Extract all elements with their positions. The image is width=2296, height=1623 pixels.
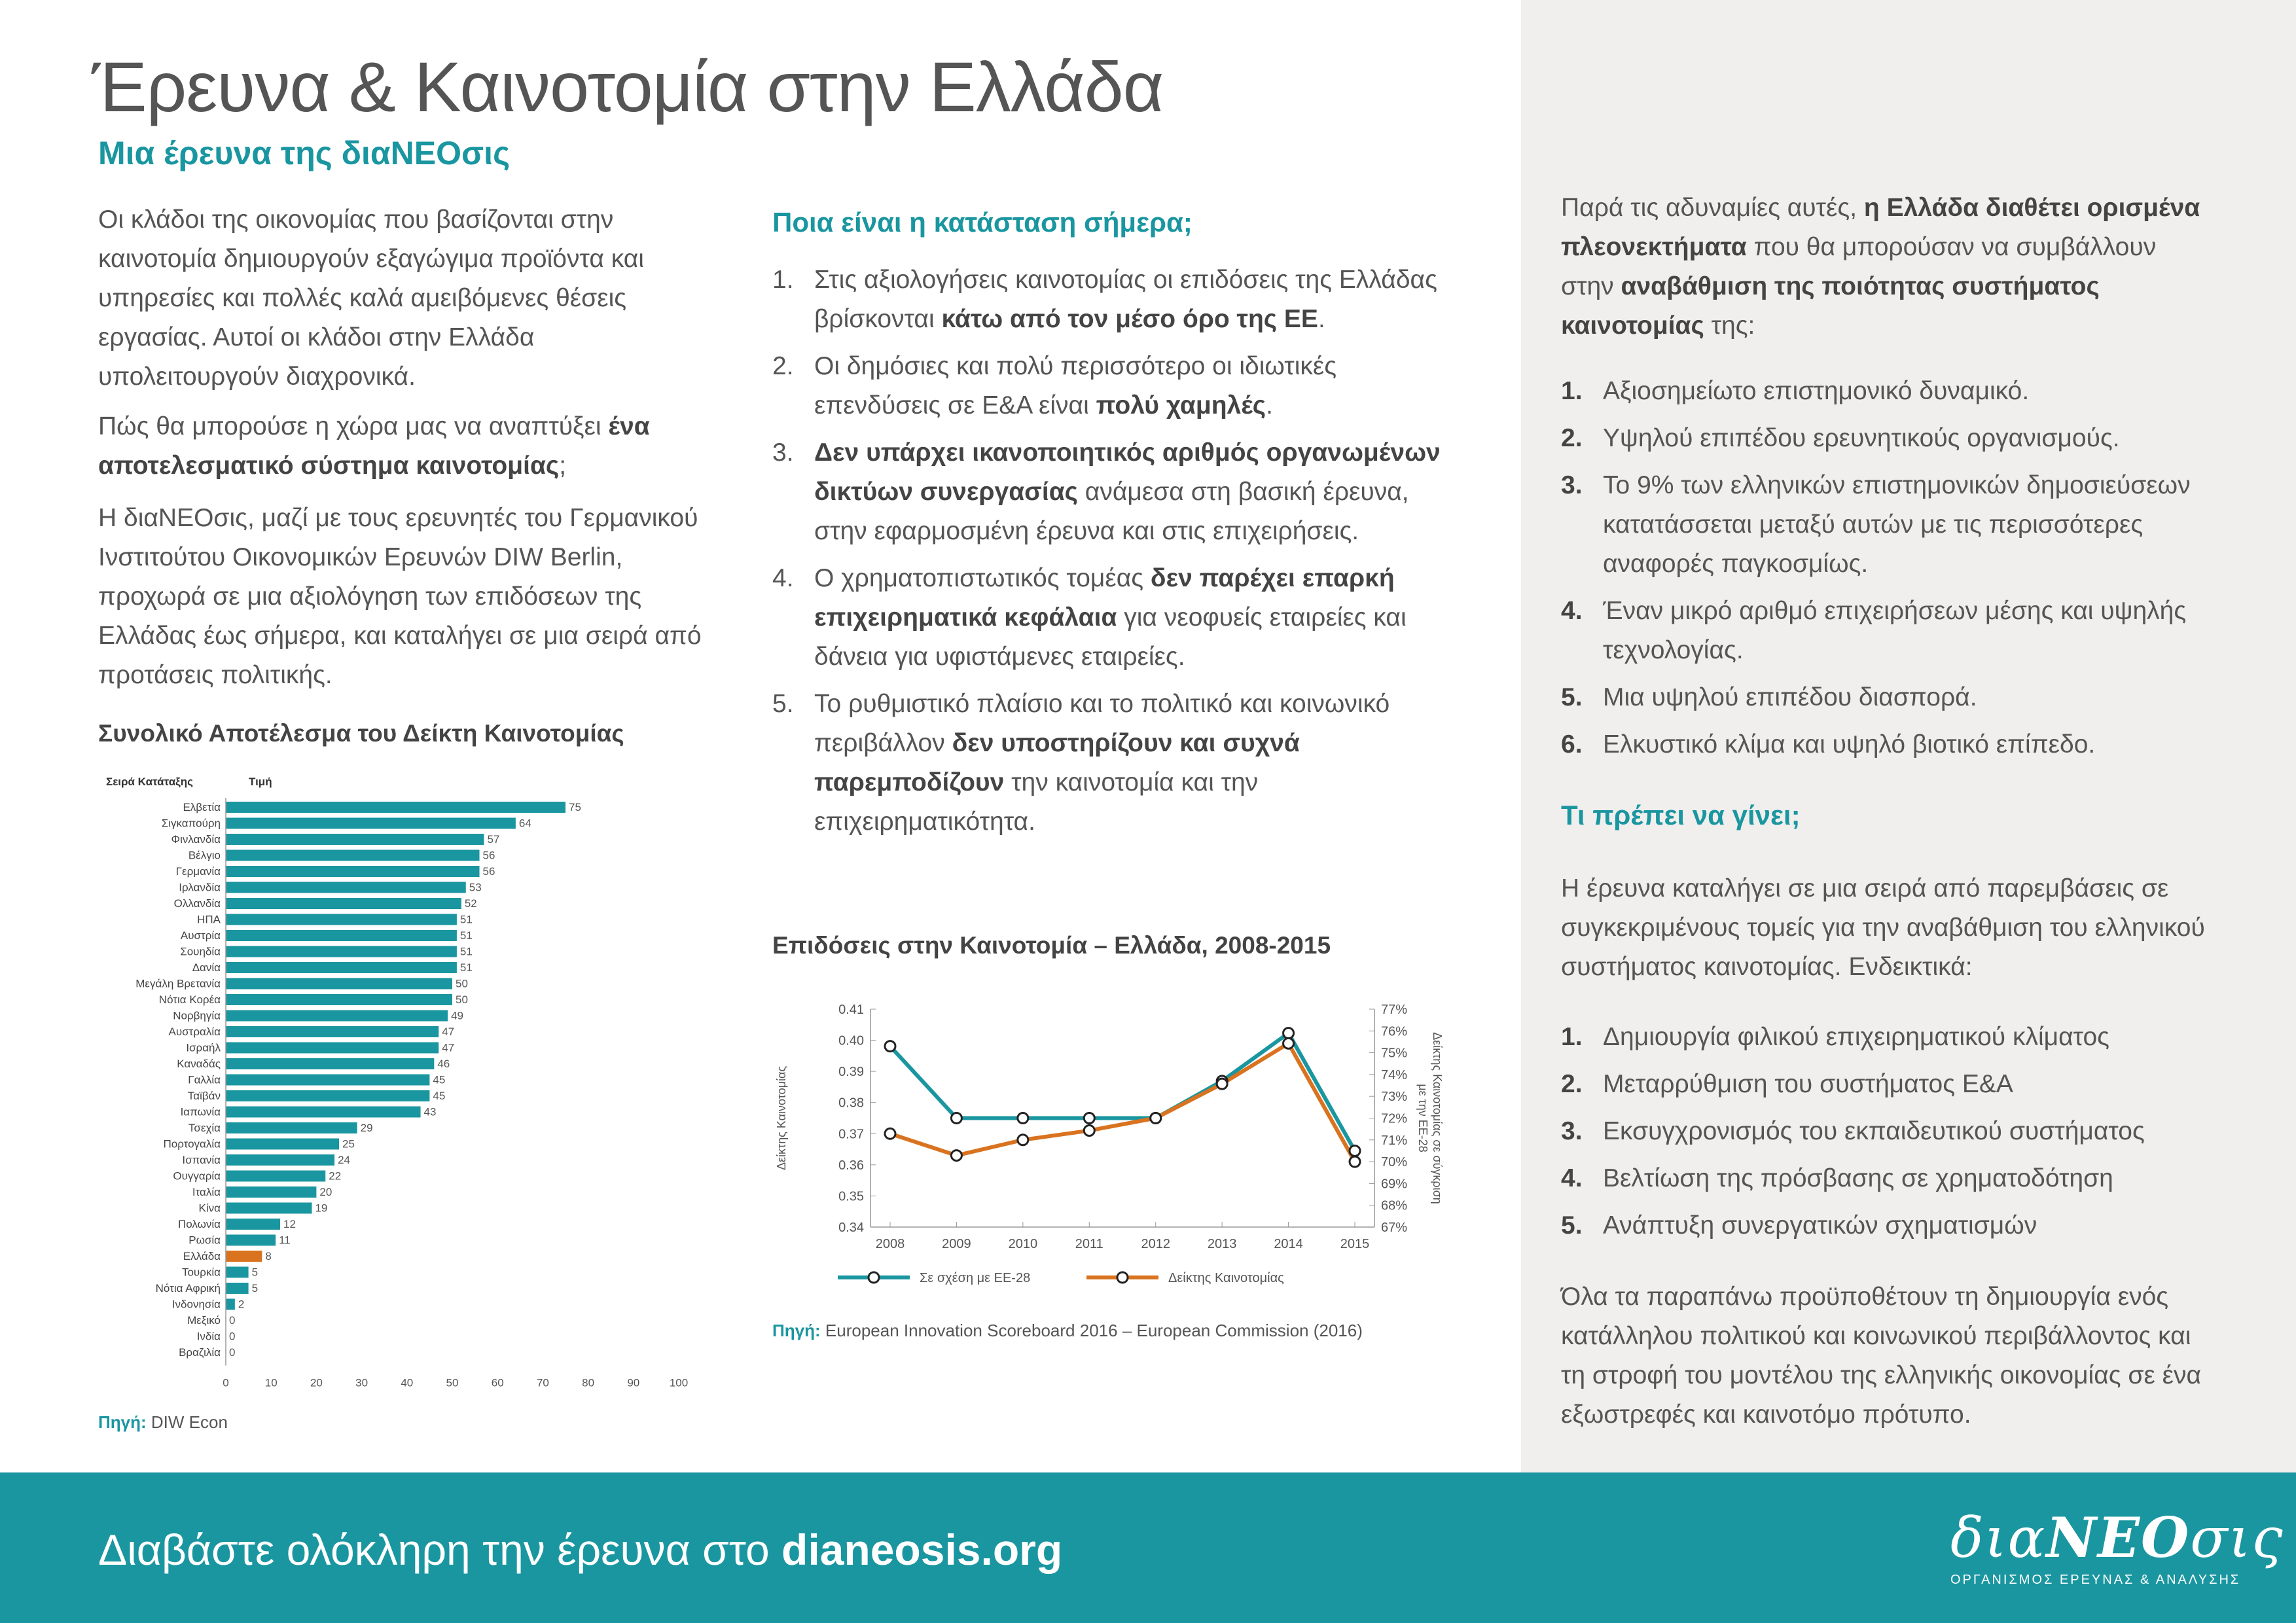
- status-section-title: Ποια είναι η κατάσταση σήμερα;: [772, 207, 1193, 238]
- intro-paragraph-3: Η διαΝΕΟσις, μαζί με τους ερευνητές του Γερμανικού Ινστιτούτου Οικονομικών Ερευνών DIW Berlin, προχωρά σε μια αξιολόγηση των επιδόσεων της Ελλάδας έως σήμερα, και καταλήγει σε μια σειρά από προτάσεις πολιτικής.: [98, 504, 702, 689]
- x-tick-label: 0: [223, 1376, 229, 1389]
- bar-value-label: 45: [433, 1073, 446, 1086]
- x-tick-label: 80: [582, 1376, 595, 1389]
- bar-category-label: Δανία: [192, 961, 221, 974]
- bar-category-label: Γαλλία: [188, 1073, 221, 1086]
- status-item-number: 5.: [772, 690, 794, 718]
- bar-category-label: Ινδονησία: [171, 1298, 221, 1311]
- x-tick-label: 30: [355, 1376, 368, 1389]
- x-tick-label: 2012: [1141, 1237, 1170, 1251]
- bar-category-label: Βραζιλία: [179, 1346, 221, 1359]
- series-point: [885, 1041, 895, 1052]
- status-item-text: για νεοφυείς εταιρείες και δάνεια για υφιστάμενες εταιρείες.: [814, 603, 1407, 671]
- strengths-list: [1561, 372, 2222, 772]
- todo-item-number: 1.: [1561, 1023, 1583, 1051]
- strength-item: [1561, 466, 2222, 584]
- legend-marker: [869, 1272, 879, 1283]
- legend-label: Σε σχέση με ΕΕ-28: [920, 1271, 1031, 1285]
- bar-value-label: 2: [238, 1298, 245, 1311]
- logo-wordmark: διαΝΕΟσις: [1950, 1505, 2284, 1570]
- series-point: [951, 1150, 961, 1161]
- bar: [226, 994, 452, 1005]
- status-item-number: 2.: [772, 352, 794, 380]
- status-item-text: Οι δημόσιες και πολύ περισσότερο οι ιδιωτικές επενδύσεις σε Ε&Α είναι: [814, 352, 1337, 419]
- right-tick-label: 72%: [1381, 1111, 1408, 1126]
- status-item: [772, 347, 1453, 425]
- todo-item-number: 4.: [1561, 1164, 1583, 1192]
- bar-category-label: Κίνα: [198, 1202, 221, 1215]
- x-tick-label: 90: [627, 1376, 640, 1389]
- status-item-number: 4.: [772, 564, 794, 592]
- bar-value-label: 19: [315, 1202, 328, 1215]
- legend-marker: [1117, 1272, 1128, 1283]
- bar: [226, 1026, 439, 1037]
- bar-category-label: Ιταλία: [192, 1186, 221, 1198]
- bar-value-label: 50: [456, 977, 468, 990]
- todo-item: [1561, 1065, 2222, 1104]
- bar-category-label: Φινλανδία: [171, 833, 221, 846]
- bar-category-label: Ισπανία: [182, 1154, 221, 1166]
- bar: [226, 818, 516, 829]
- left-tick-label: 0.35: [838, 1189, 864, 1204]
- bar-category-label: Ινδία: [196, 1330, 221, 1343]
- right-tick-label: 74%: [1381, 1067, 1408, 1082]
- bar-value-label: 45: [433, 1090, 446, 1102]
- bar-value-label: 51: [459, 929, 473, 942]
- todo-intro: Η έρευνα καταλήγει σε μια σειρά από παρεμβάσεις σε συγκεκριμένους τομείς για την αναβάθμιση του ελληνικού συστήματος καινοτομίας. Ενδεικτικά:: [1561, 874, 2205, 981]
- todo-item: [1561, 1112, 2222, 1151]
- bar-category-label: Τσεχία: [188, 1122, 221, 1134]
- status-item-text: .: [1266, 391, 1273, 419]
- bar-category-label: Πολωνία: [177, 1218, 221, 1230]
- strength-item: [1561, 678, 2222, 717]
- bar-category-label: Ιαπωνία: [180, 1105, 221, 1118]
- bar: [226, 1075, 429, 1086]
- bar-value-label: 56: [482, 849, 495, 862]
- series-point: [1084, 1126, 1094, 1136]
- series-point: [1018, 1113, 1028, 1124]
- todo-closing: Όλα τα παραπάνω προϋποθέτουν τη δημιουργία ενός κατάλληλου πολιτικού και κοινωνικού περιβάλλοντος και τη στροφή του μοντέλου της ελληνικής οικονομίας σε ένα εξωστρεφές και καινοτόμο πρότυπο.: [1561, 1283, 2202, 1429]
- series-point: [1283, 1038, 1294, 1048]
- strength-item-text: Έναν μικρό αριθμό επιχειρήσεων μέσης και υψηλής τεχνολογίας.: [1603, 597, 2187, 664]
- right-tick-label: 70%: [1381, 1155, 1408, 1170]
- bar-value-label: 49: [451, 1009, 464, 1022]
- bar-value-label: 0: [229, 1346, 236, 1359]
- status-item: [772, 260, 1453, 339]
- x-tick-label: 2014: [1274, 1237, 1303, 1251]
- bar-category-label: Σουηδία: [180, 945, 221, 958]
- left-tick-label: 0.40: [838, 1033, 864, 1048]
- bar-category-label: Πορτογαλία: [163, 1137, 221, 1150]
- x-tick-label: 2013: [1207, 1237, 1237, 1251]
- bar-value-label: 22: [329, 1169, 342, 1183]
- x-tick-label: 20: [310, 1376, 323, 1389]
- bar-category-label: Βέλγιο: [188, 849, 221, 862]
- todo-item-number: 3.: [1561, 1117, 1583, 1145]
- series-point: [1084, 1113, 1094, 1124]
- bar: [226, 1154, 334, 1166]
- series-line: [890, 1033, 1355, 1151]
- status-item-emphasis: Δεν υπάρχει ικανοποιητικός αριθμός οργανωμένων δικτύων συνεργασίας: [814, 438, 1441, 506]
- series-point: [1217, 1079, 1227, 1089]
- right-axis-title-line: με την ΕΕ-28: [1416, 1084, 1429, 1152]
- bar: [226, 1235, 276, 1246]
- bar-value-label: 25: [342, 1137, 355, 1150]
- bar-value-label: 43: [423, 1105, 437, 1118]
- bar-category-label: Νότια Κορέα: [158, 993, 221, 1006]
- bar-category-label: Καναδάς: [177, 1058, 221, 1070]
- bar-value-label: 8: [265, 1250, 272, 1262]
- bar: [226, 1122, 357, 1133]
- todo-item-number: 5.: [1561, 1211, 1583, 1240]
- series-point: [1151, 1113, 1161, 1124]
- left-tick-label: 0.38: [838, 1096, 864, 1111]
- bar: [226, 1203, 312, 1214]
- bar-category-label: Νότια Αφρική: [155, 1282, 221, 1294]
- right-tick-label: 77%: [1381, 1003, 1408, 1017]
- strength-item-number: 1.: [1561, 377, 1583, 405]
- bar-chart-title: Συνολικό Αποτέλεσμα του Δείκτη Καινοτομίας: [98, 720, 624, 747]
- line-chart: [772, 988, 1466, 1296]
- todo-item: [1561, 1159, 2222, 1198]
- series-point: [1350, 1156, 1360, 1167]
- bar-value-label: 29: [360, 1122, 373, 1134]
- bar-category-label: Αυστραλία: [168, 1026, 221, 1038]
- bar: [226, 1043, 439, 1054]
- bar-category-label: Ουγγαρία: [173, 1169, 221, 1183]
- bar-value-label: 64: [518, 817, 531, 830]
- todo-item: [1561, 1018, 2222, 1057]
- strength-item-text: Ελκυστικό κλίμα και υψηλό βιοτικό επίπεδο.: [1603, 730, 2096, 758]
- left-tick-label: 0.37: [838, 1127, 864, 1142]
- rank-column-header: Σειρά Κατάταξης: [106, 776, 193, 788]
- bar: [226, 1251, 262, 1262]
- series-point: [885, 1128, 895, 1139]
- bar-value-label: 5: [251, 1282, 259, 1294]
- x-tick-label: 2008: [875, 1237, 905, 1251]
- left-tick-label: 0.39: [838, 1065, 864, 1080]
- line-chart-title: Επιδόσεις στην Καινοτομία – Ελλάδα, 2008-2015: [772, 932, 1331, 959]
- todo-item: [1561, 1206, 2222, 1245]
- bar-value-label: 51: [459, 945, 473, 958]
- bar: [226, 1299, 235, 1310]
- todo-item-text: Μεταρρύθμιση του συστήματος Ε&Α: [1603, 1070, 2013, 1098]
- intro-paragraph-2: Πώς θα μπορούσε η χώρα μας να αναπτύξει ένα αποτελεσματικό σύστημα καινοτομίας;: [98, 412, 650, 480]
- bar-category-label: Αυστρία: [180, 929, 221, 942]
- bar-category-label: Ρωσία: [188, 1234, 221, 1247]
- bar-category-label: Ελλάδα: [183, 1250, 221, 1262]
- status-item-text: Στις αξιολογήσεις καινοτομίας οι επιδόσεις της Ελλάδας βρίσκονται: [814, 266, 1437, 333]
- x-tick-label: 70: [536, 1376, 549, 1389]
- bar-category-label: Μεξικό: [187, 1314, 221, 1327]
- bar-category-label: Ολλανδία: [173, 897, 221, 910]
- bar: [226, 1010, 448, 1022]
- strengths-intro: Παρά τις αδυναμίες αυτές, η Ελλάδα διαθέτει ορισμένα πλεονεκτήματα που θα μπορούσαν να συμβάλλουν στην αναβάθμιση της ποιότητας συστήματος καινοτομίας της:: [1561, 194, 2200, 340]
- status-item-emphasis: πολύ χαμηλές: [1096, 391, 1266, 419]
- series-point: [951, 1113, 961, 1124]
- bar-value-label: 46: [437, 1058, 450, 1070]
- strength-item-text: Υψηλού επιπέδου ερευνητικούς οργανισμούς.: [1603, 424, 2120, 452]
- right-tick-label: 67%: [1381, 1221, 1408, 1235]
- series-point: [1283, 1028, 1294, 1039]
- bar-value-label: 0: [229, 1314, 236, 1327]
- value-column-header: Τιμή: [249, 776, 272, 788]
- bar: [226, 1139, 339, 1150]
- bar-value-label: 52: [464, 897, 477, 910]
- left-tick-label: 0.36: [838, 1158, 864, 1173]
- bar-category-label: Νορβηγία: [173, 1009, 221, 1022]
- series-point: [1018, 1135, 1028, 1145]
- strength-item-number: 6.: [1561, 730, 1583, 758]
- bar: [226, 1267, 249, 1278]
- bar-value-label: 47: [442, 1026, 455, 1038]
- status-item: [772, 559, 1453, 677]
- status-item-text: .: [1318, 305, 1325, 333]
- bar: [226, 930, 457, 941]
- bar-value-label: 47: [442, 1041, 455, 1054]
- right-tick-label: 68%: [1381, 1198, 1408, 1213]
- bar: [226, 1219, 280, 1230]
- bar: [226, 850, 480, 861]
- status-item-emphasis: δεν παρέχει επαρκή επιχειρηματικά κεφάλαια: [814, 564, 1395, 632]
- strength-item-text: Το 9% των ελληνικών επιστημονικών δημοσιεύσεων κατατάσσεται μεταξύ αυτών με τις περισσότερες αναφορές παγκοσμίως.: [1603, 471, 2191, 578]
- right-tick-label: 76%: [1381, 1024, 1408, 1039]
- legend-label: Δείκτης Καινοτομίας: [1168, 1271, 1284, 1285]
- bar: [226, 1058, 434, 1069]
- strength-item: [1561, 725, 2222, 764]
- bar: [226, 1283, 249, 1294]
- bar-value-label: 51: [459, 913, 473, 926]
- intro-paragraph-1: Οι κλάδοι της οικονομίας που βασίζονται στην καινοτομία δημιουργούν εξαγώγιμα προϊόντα και υπηρεσίες και πολλές καλά αμειβόμενες θέσεις εργασίας. Αυτοί οι κλάδοι στην Ελλάδα υπολειτουργούν διαχρονικά.: [98, 205, 644, 391]
- series-line: [890, 1043, 1355, 1162]
- bar: [226, 834, 484, 845]
- bar: [226, 1186, 316, 1198]
- bar-category-label: Ταϊβάν: [187, 1090, 221, 1102]
- bar: [226, 802, 565, 813]
- logo-tagline: ΟΡΓΑΝΙΣΜΟΣ ΕΡΕΥΝΑΣ & ΑΝΑΛΥΣΗΣ: [1950, 1573, 2241, 1587]
- status-item: [772, 685, 1453, 842]
- status-item-text: ανάμεσα στη βασική έρευνα, στην εφαρμοσμένη έρευνα και στις επιχειρήσεις.: [814, 478, 1409, 545]
- strength-item-text: Μια υψηλού επιπέδου διασπορά.: [1603, 683, 1977, 711]
- bar-value-label: 53: [469, 881, 482, 894]
- page-subtitle: Μια έρευνα της διαΝΕΟσις: [98, 135, 511, 171]
- todo-list: [1561, 1018, 2222, 1253]
- bar-category-label: Γερμανία: [175, 865, 221, 878]
- bar-value-label: 11: [279, 1234, 291, 1247]
- status-item-emphasis: δεν υποστηρίζουν και συχνά παρεμποδίζουν: [814, 729, 1300, 796]
- right-tick-label: 75%: [1381, 1046, 1408, 1061]
- bar: [226, 898, 461, 909]
- bar-category-label: Ισραήλ: [186, 1041, 221, 1054]
- right-axis-title: [1416, 1032, 1444, 1204]
- x-tick-label: 2010: [1008, 1237, 1038, 1251]
- bar-value-label: 20: [319, 1186, 332, 1198]
- todo-section-title: Τι πρέπει να γίνει;: [1561, 800, 1801, 830]
- todo-item-number: 2.: [1561, 1070, 1583, 1098]
- bar: [226, 1107, 421, 1118]
- bar: [226, 1090, 429, 1101]
- status-item: [772, 433, 1453, 551]
- bar: [226, 946, 457, 957]
- right-tick-label: 71%: [1381, 1133, 1408, 1148]
- footer-cta[interactable]: Διαβάστε ολόκληρη την έρευνα στο dianeosis.org: [98, 1525, 1063, 1574]
- x-tick-label: 50: [446, 1376, 459, 1389]
- bar-value-label: 56: [482, 865, 495, 878]
- x-tick-label: 100: [669, 1376, 689, 1389]
- dianeosis-logo: [1950, 1505, 2284, 1588]
- status-item-text: Το ρυθμιστικό πλαίσιο και το πολιτικό και κοινωνικό περιβάλλον: [814, 690, 1390, 757]
- bar-category-label: Μεγάλη Βρετανία: [135, 977, 221, 990]
- page-title: Έρευνα & Καινοτομία στην Ελλάδα: [92, 47, 1164, 126]
- todo-item-text: Ανάπτυξη συνεργατικών σχηματισμών: [1603, 1211, 2037, 1240]
- bar-chart: [92, 766, 707, 1394]
- bar-value-label: 0: [229, 1330, 236, 1343]
- status-item-number: 1.: [772, 266, 794, 294]
- strength-item-number: 3.: [1561, 471, 1583, 499]
- right-axis-title-line: Δείκτης Καινοτομίας σε σύγκριση: [1431, 1032, 1444, 1204]
- strength-item: [1561, 372, 2222, 411]
- left-tick-label: 0.41: [838, 1003, 864, 1017]
- bar: [226, 882, 466, 893]
- strength-item-text: Αξιοσημείωτο επιστημονικό δυναμικό.: [1603, 377, 2030, 405]
- bar-value-label: 50: [456, 993, 468, 1006]
- bar-value-label: 5: [251, 1266, 259, 1279]
- bar: [226, 978, 452, 990]
- strength-item-number: 4.: [1561, 597, 1583, 625]
- status-item-text: Ο χρηματοπιστωτικός τομέας: [814, 564, 1151, 592]
- bar-category-label: ΗΠΑ: [197, 913, 221, 926]
- status-item-text: την καινοτομία και την επιχειρηματικότητα.: [814, 768, 1259, 836]
- status-item-emphasis: κάτω από τον μέσο όρο της ΕΕ: [941, 305, 1318, 333]
- bar-value-label: 12: [283, 1218, 296, 1230]
- bar: [226, 1171, 325, 1182]
- bar: [226, 914, 457, 925]
- strength-item: [1561, 592, 2222, 670]
- todo-item-text: Βελτίωση της πρόσβασης σε χρηματοδότηση: [1603, 1164, 2113, 1192]
- x-tick-label: 2009: [942, 1237, 971, 1251]
- bar-value-label: 51: [459, 961, 473, 974]
- bar-category-label: Ιρλανδία: [179, 881, 221, 894]
- x-tick-label: 60: [491, 1376, 504, 1389]
- todo-item-text: Δημιουργία φιλικού επιχειρηματικού κλίματος: [1603, 1023, 2109, 1051]
- bar-chart-source: Πηγή: DIW Econ: [98, 1412, 228, 1432]
- bar-category-label: Ελβετία: [183, 801, 221, 813]
- strength-item-number: 5.: [1561, 683, 1583, 711]
- bar-value-label: 75: [569, 801, 581, 813]
- left-tick-label: 0.34: [838, 1221, 864, 1235]
- right-tick-label: 69%: [1381, 1177, 1408, 1192]
- x-tick-label: 2015: [1340, 1237, 1370, 1251]
- strength-item: [1561, 419, 2222, 458]
- bar: [226, 962, 457, 973]
- right-tick-label: 73%: [1381, 1090, 1408, 1105]
- series-point: [1350, 1145, 1360, 1156]
- status-item-number: 3.: [772, 438, 794, 467]
- bar-category-label: Τουρκία: [181, 1266, 221, 1279]
- bar-category-label: Σιγκαπούρη: [161, 817, 221, 830]
- x-tick-label: 10: [264, 1376, 278, 1389]
- bar-value-label: 57: [487, 833, 500, 846]
- x-tick-label: 2011: [1075, 1237, 1103, 1251]
- x-tick-label: 40: [401, 1376, 414, 1389]
- line-chart-source: Πηγή: European Innovation Scoreboard 2016 – European Commission (2016): [772, 1321, 1363, 1340]
- left-axis-title: Δείκτης Καινοτομίας: [775, 1065, 788, 1171]
- todo-item-text: Εκσυγχρονισμός του εκπαιδευτικού συστήματος: [1603, 1117, 2145, 1145]
- bar: [226, 866, 480, 877]
- status-list: [772, 260, 1453, 849]
- strength-item-number: 2.: [1561, 424, 1583, 452]
- bar-value-label: 24: [338, 1154, 351, 1166]
